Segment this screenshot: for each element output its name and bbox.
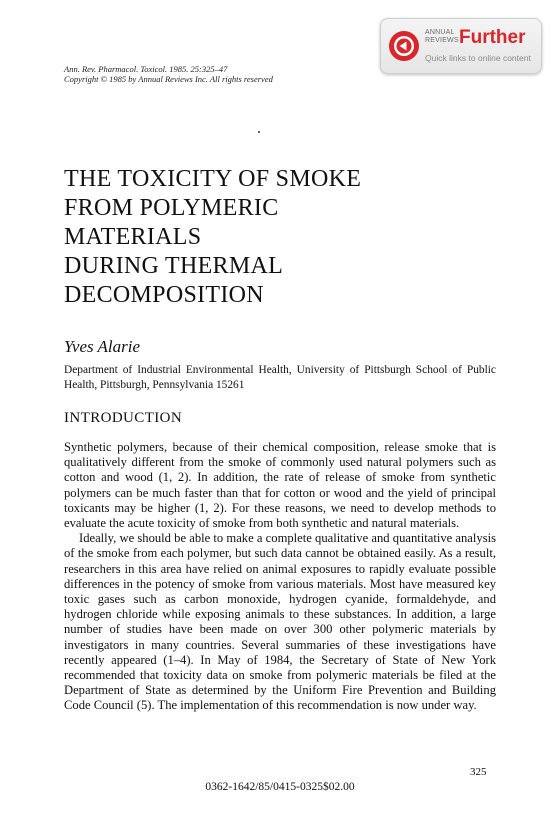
citation-copyright: Copyright © 1985 by Annual Reviews Inc. All rights reserved	[64, 74, 273, 84]
citation-journal: Ann. Rev. Pharmacol. Toxicol. 1985. 25:325–47	[64, 64, 228, 74]
title-line: DURING THERMAL	[64, 253, 284, 279]
body-paragraph: Ideally, we should be able to make a complete qualitative and quantitative analysis of the smoke from each polymer, but such data cannot be obtained easily. As a result, researchers in this area have relied on animal exposures to rapidly evaluate possible differences in the potency of smoke from various materials. Most have measured key toxic gases such as carbon monoxide, hydrogen cyanide, formaldehyde, and hydrogen chloride while exposing animals to these substances. In addition, a large number of studies have been made on over 300 other polymeric materials by investigators in many countries. Several summaries of these investigations have recently appeared (1–4). In May of 1984, the Secretary of State of New York recommended that toxicity data on smoke from polymeric materials be filed at the Department of State as determined by the Uniform Fire Prevention and Building Code Council (5). The implementation of this recommendation is now under way.	[64, 531, 496, 713]
page-number: 325	[470, 766, 487, 778]
title-line: MATERIALS	[64, 224, 202, 250]
banner-further-text: Further	[459, 27, 526, 48]
author-name: Yves Alarie	[64, 337, 141, 356]
title-line: DECOMPOSITION	[64, 282, 264, 308]
title-line: FROM POLYMERIC	[64, 195, 279, 221]
section-heading: INTRODUCTION	[64, 410, 183, 426]
body-paragraph: Synthetic polymers, because of their chemical composition, release smoke that is qualitatively different from the smoke of commonly used natural polymers such as cotton and wood (1, 2). In addition, the rate of release of smoke from synthetic polymers can be much faster than that for cotton or wood and the yield of principal toxicants may be higher (1, 2). For these reasons, we need to develop methods to evaluate the acute toxicity of smoke from both synthetic and natural materials.	[64, 440, 496, 531]
citation	[64, 64, 273, 84]
annual-reviews-further-banner[interactable]	[380, 18, 542, 74]
article-title	[64, 165, 484, 310]
banner-annual-text: ANNUAL	[425, 29, 455, 36]
author-affiliation: Department of Industrial Environmental Health, University of Pittsburgh School of Public Health, Pittsburgh, Pennsylvania 15261	[64, 364, 496, 391]
stray-dot	[258, 131, 260, 133]
body-text	[64, 440, 496, 714]
title-line: THE TOXICITY OF SMOKE	[64, 166, 362, 192]
play-back-icon	[389, 31, 419, 61]
banner-tagline: Quick links to online content	[425, 53, 531, 63]
footer-code: 0362-1642/85/0415-0325$02.00	[205, 781, 355, 793]
banner-reviews-text: REVIEWS	[425, 37, 459, 44]
